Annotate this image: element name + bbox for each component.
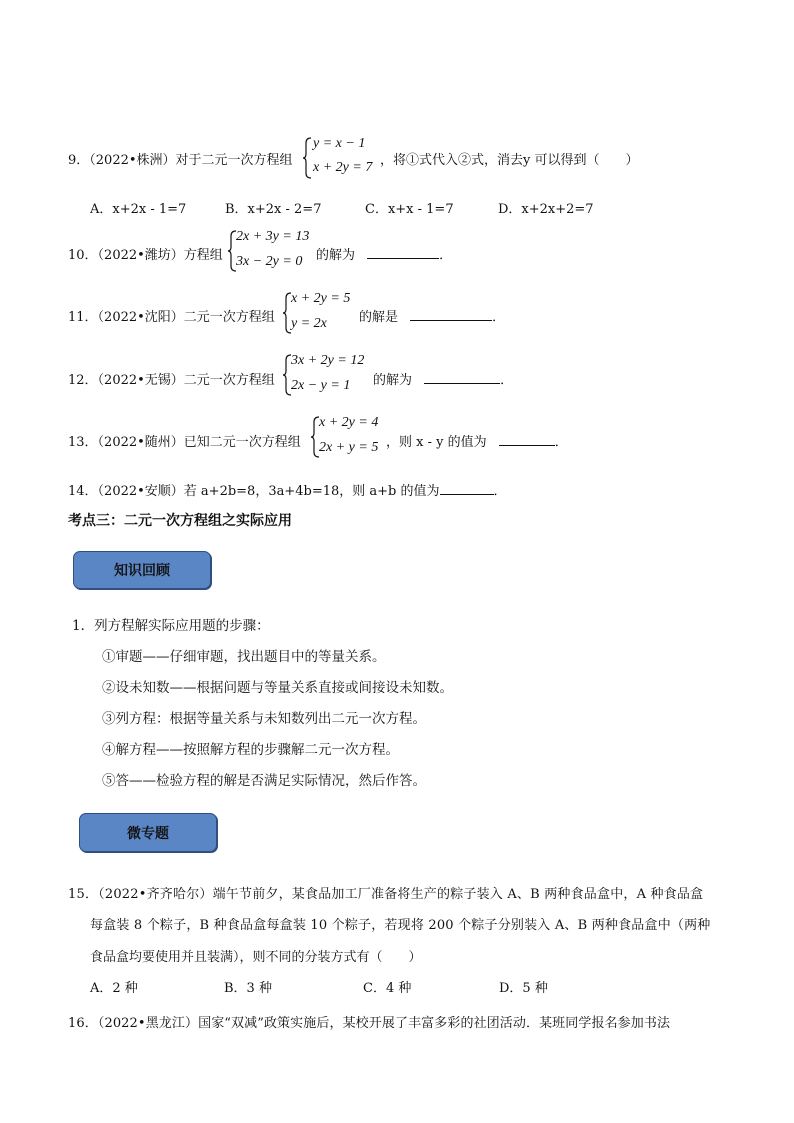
- review-step-3: ③列方程：根据等量关系与未知数列出二元一次方程。: [102, 711, 426, 727]
- q11-suffix: [359, 306, 505, 325]
- section-title: 考点三：二元一次方程组之实际应用: [68, 513, 292, 529]
- q12-suffix: [373, 369, 513, 388]
- q12-prefix: 12．（2022•无锡）二元一次方程组: [68, 373, 275, 388]
- q15-line-1: 15．（2022•齐齐哈尔）端午节前夕，某食品加工厂准备将生产的粽子装入 A、B 两种食品盒中，A 种食品盒: [68, 887, 704, 902]
- q13-end: ．: [554, 435, 568, 450]
- q9-option-b: B．x+2x - 2=7: [225, 202, 322, 217]
- q9-suffix: ，将①式代入②式，消去y 可以得到（ ）: [380, 153, 639, 168]
- q12-eq2: 2x − y = 1: [291, 378, 351, 393]
- q9-option-c: C．x+x - 1=7: [365, 202, 454, 217]
- q14-answer-blank[interactable]: [440, 480, 494, 495]
- q9-eq2: x + 2y = 7: [313, 160, 373, 175]
- review-step-2: ②设未知数——根据问题与等量关系直接或间接设未知数。: [102, 680, 453, 696]
- q15-option-c: C．4 种: [363, 981, 412, 996]
- q16-line-1: 16．（2022•黑龙江）国家“双减”政策实施后，某校开展了丰富多彩的社团活动．某班同学报名参加书法: [68, 1016, 671, 1031]
- q10-eq2: 3x − 2y = 0: [236, 254, 303, 269]
- q15-option-a: A．2 种: [90, 981, 138, 996]
- q9-option-d: D．x+2x+2=7: [498, 202, 594, 217]
- q13-eq2: 2x + y = 5: [319, 440, 379, 455]
- q13-suffix-text: ，则 x - y 的值为: [386, 435, 487, 450]
- q9-prefix: 9．（2022•株洲）对于二元一次方程组: [68, 153, 293, 168]
- review-step-1: ①审题——仔细审题，找出题目中的等量关系。: [102, 649, 386, 665]
- q15-option-d: D．5 种: [499, 981, 548, 996]
- q14-end: ．: [493, 484, 507, 499]
- q12-eq1: 3x + 2y = 12: [291, 353, 365, 368]
- q11-prefix: 11．（2022•沈阳）二元一次方程组: [68, 310, 275, 325]
- q10-end: ．: [439, 248, 453, 263]
- review-step-5: ⑤答——检验方程的解是否满足实际情况，然后作答。: [102, 773, 426, 789]
- review-title: 1．列方程解实际应用题的步骤：: [72, 618, 270, 634]
- q10-answer-blank[interactable]: [367, 244, 439, 259]
- q9-brace: [302, 137, 312, 179]
- q10-suffix-text: 的解为: [316, 248, 356, 263]
- q11-end: ．: [492, 310, 506, 325]
- q13-answer-blank[interactable]: [499, 431, 555, 446]
- q15-option-b: B．3 种: [224, 981, 272, 996]
- q10-prefix: 10．（2022•潍坊）方程组: [68, 248, 223, 263]
- q11-suffix-text: 的解是: [359, 310, 399, 325]
- q15-line-3: 食品盒均要使用并且装满），则不同的分装方式有（ ）: [90, 950, 422, 965]
- q12-answer-blank[interactable]: [424, 369, 500, 384]
- q10-eq1: 2x + 3y = 13: [236, 229, 310, 244]
- q10-suffix: [316, 244, 452, 263]
- q14-text: 14．（2022•安顺）若 a+2b=8，3a+4b=18，则 a+b 的值为: [68, 484, 440, 499]
- q11-eq2: y = 2x: [291, 316, 327, 331]
- q13-eq1: x + 2y = 4: [319, 415, 379, 430]
- q9-eq1: y = x − 1: [313, 136, 366, 151]
- q12-suffix-text: 的解为: [373, 373, 413, 388]
- q11-eq1: x + 2y = 5: [291, 291, 351, 306]
- q9-option-a: A．x+2x - 1=7: [90, 202, 187, 217]
- q11-answer-blank[interactable]: [410, 306, 492, 321]
- q13-prefix: 13．（2022•随州）已知二元一次方程组: [68, 435, 301, 450]
- review-step-4: ④解方程——按照解方程的步骤解二元一次方程。: [102, 742, 399, 758]
- micro-topic-button[interactable]: 微专题: [79, 813, 217, 852]
- q13-suffix: [386, 431, 568, 450]
- q12-end: ．: [500, 373, 514, 388]
- knowledge-review-button[interactable]: 知识回顾: [73, 551, 211, 589]
- q15-line-2: 每盒装 8 个粽子，B 种食品盒每盒装 10 个粽子，若现将 200 个粽子分别装入 A、B 两种食品盒中（两种: [90, 918, 711, 933]
- q14: [68, 480, 507, 499]
